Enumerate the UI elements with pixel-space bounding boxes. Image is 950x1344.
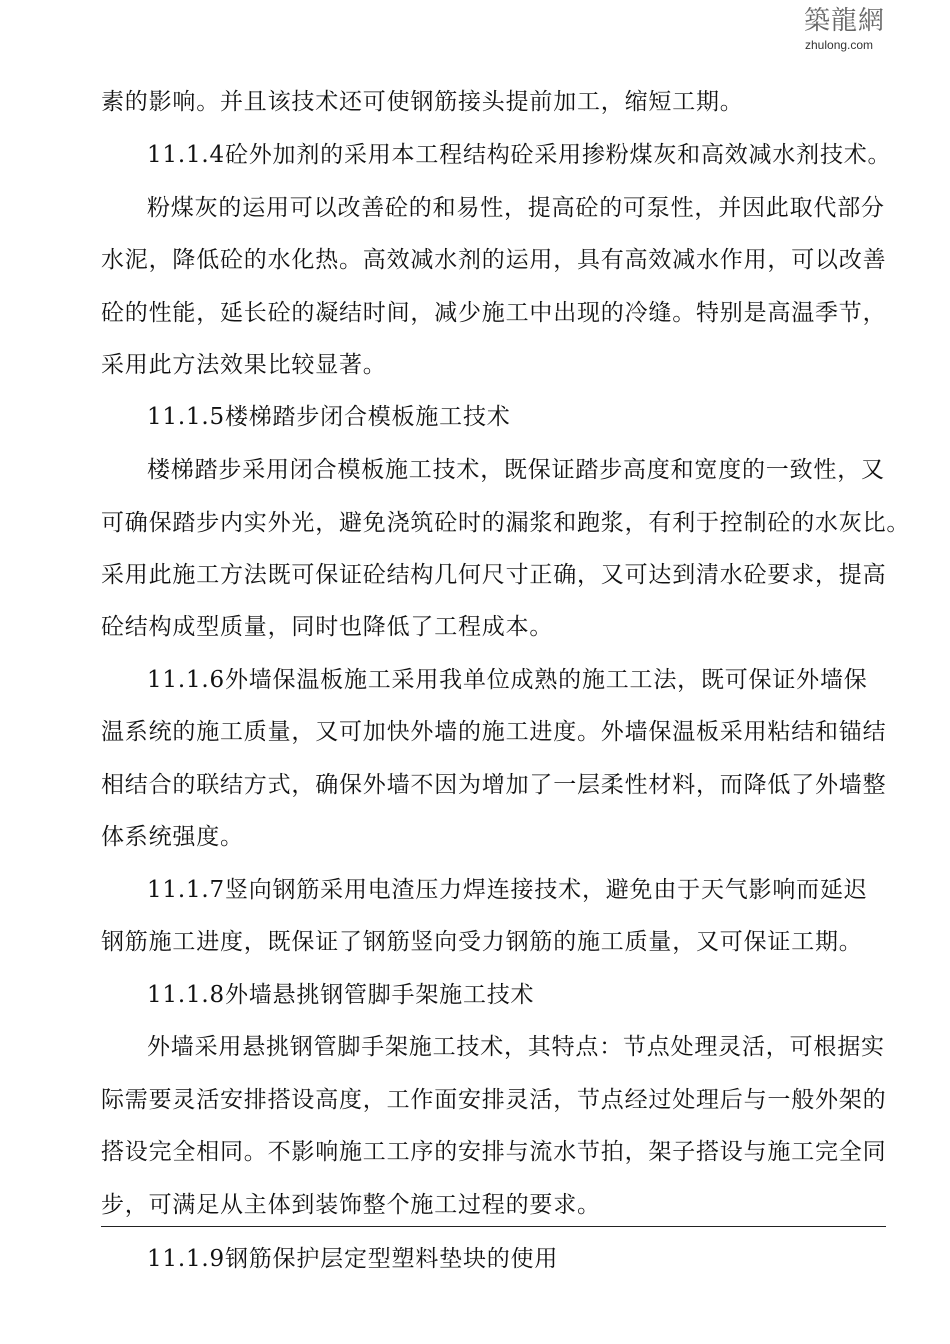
- section-heading-11-1-8: 11.1.8外墙悬挑钢管脚手架施工技术: [147, 982, 535, 1008]
- text-line: 楼梯踏步采用闭合模板施工技术，既保证踏步高度和宽度的一致性，又: [147, 457, 885, 483]
- logo-chinese-text: 築龍網: [804, 6, 886, 36]
- text-line: 水泥，降低砼的水化热。高效减水剂的运用，具有高效减水作用，可以改善: [101, 247, 887, 273]
- text-line: 砼结构成型质量，同时也降低了工程成本。: [101, 614, 554, 640]
- section-heading-11-1-4: 11.1.4砼外加剂的采用本工程结构砼采用掺粉煤灰和高效减水剂技术。: [147, 142, 892, 168]
- text-line: 粉煤灰的运用可以改善砼的和易性，提高砼的可泵性，并因此取代部分: [147, 195, 885, 221]
- section-heading-11-1-5: 11.1.5楼梯踏步闭合模板施工技术: [147, 404, 511, 430]
- text-line: 采用此施工方法既可保证砼结构几何尺寸正确，又可达到清水砼要求，提高: [101, 562, 887, 588]
- logo-url-text: zhulong.com: [805, 38, 874, 52]
- horizontal-rule: [101, 1226, 886, 1227]
- section-heading-11-1-9: 11.1.9钢筋保护层定型塑料垫块的使用: [147, 1246, 559, 1272]
- text-line: 体系统强度。: [101, 824, 244, 850]
- text-line: 可确保踏步内实外光，避免浇筑砼时的漏浆和跑浆，有利于控制砼的水灰比。: [101, 510, 911, 536]
- text-line: 钢筋施工进度，既保证了钢筋竖向受力钢筋的施工质量，又可保证工期。: [101, 929, 863, 955]
- text-line: 素的影响。并且该技术还可使钢筋接头提前加工，缩短工期。: [101, 89, 744, 115]
- text-line: 砼的性能，延长砼的凝结时间，减少施工中出现的冷缝。特别是高温季节，: [101, 300, 887, 326]
- section-heading-11-1-7: 11.1.7竖向钢筋采用电渣压力焊连接技术，避免由于天气影响而延迟: [147, 877, 868, 903]
- text-line: 搭设完全相同。不影响施工工序的安排与流水节拍，架子搭设与施工完全同: [101, 1139, 887, 1165]
- text-line: 温系统的施工质量，又可加快外墙的施工进度。外墙保温板采用粘结和锚结: [101, 719, 887, 745]
- zhulong-logo: [804, 6, 894, 58]
- text-line: 采用此方法效果比较显著。: [101, 352, 387, 378]
- text-line: 外墙采用悬挑钢管脚手架施工技术，其特点：节点处理灵活，可根据实: [147, 1034, 885, 1060]
- text-line: 相结合的联结方式，确保外墙不因为增加了一层柔性材料，而降低了外墙整: [101, 772, 887, 798]
- text-line: 步，可满足从主体到装饰整个施工过程的要求。: [101, 1192, 601, 1218]
- section-heading-11-1-6: 11.1.6外墙保温板施工采用我单位成熟的施工工法，既可保证外墙保: [147, 667, 868, 693]
- text-line: 际需要灵活安排搭设高度，工作面安排灵活，节点经过处理后与一般外架的: [101, 1087, 887, 1113]
